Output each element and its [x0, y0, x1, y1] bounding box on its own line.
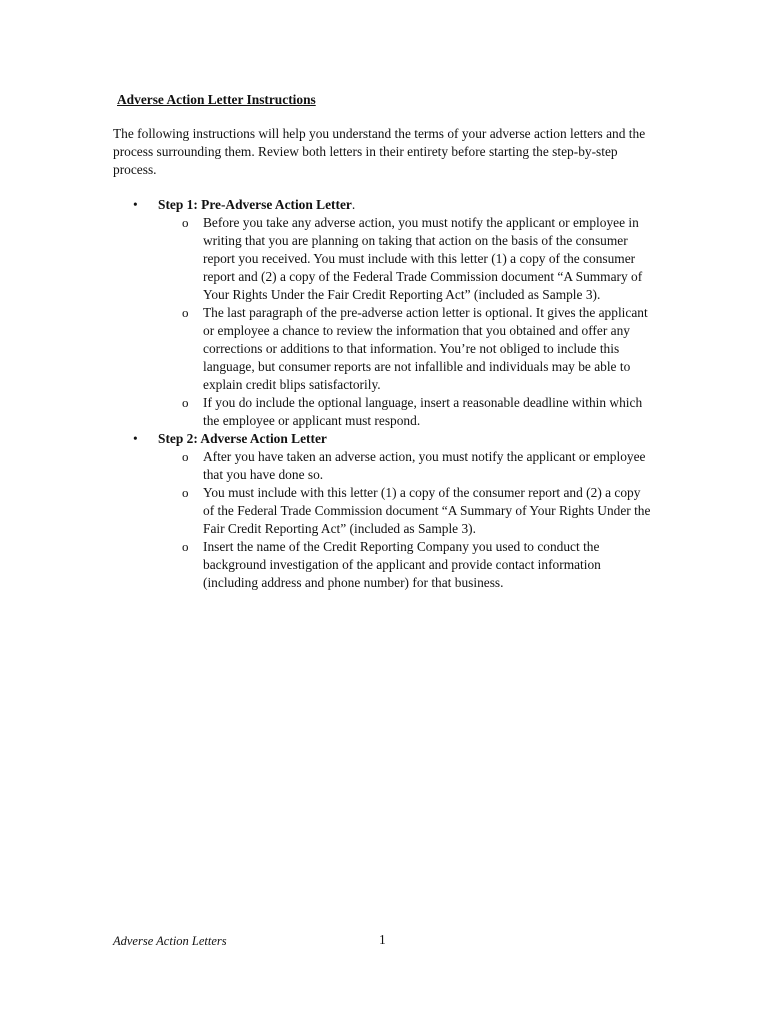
step-2-items: [158, 448, 673, 592]
list-item: [158, 538, 653, 592]
step-1-items: [158, 214, 673, 430]
step-1-heading-suffix: .: [351, 197, 356, 212]
footer-document-name: Adverse Action Letters: [113, 934, 227, 948]
circle-bullet-icon: o: [182, 485, 189, 500]
list-item: [158, 484, 653, 538]
intro-paragraph: The following instructions will help you understand the terms of your adverse action letters and the process surrounding them. Review both letters in their entirety before starting the step-by-step process.: [113, 126, 646, 177]
circle-bullet-icon: o: [182, 449, 189, 464]
list-item: [158, 214, 653, 304]
bullet-icon: •: [133, 431, 138, 446]
document-title: Adverse Action Letter Instructions: [117, 92, 316, 107]
page-number: 1: [379, 932, 386, 947]
circle-bullet-icon: o: [182, 305, 189, 320]
list-item-text: You must include with this letter (1) a copy of the consumer report and (2) a copy of the Federal Trade Commission document “A Summary of Your Rights Under the Fair Credit Reporting Act” (included as Sample 3).: [203, 485, 651, 536]
step-2: [113, 430, 673, 592]
step-1: [113, 196, 673, 430]
list-item-text: Before you take any adverse action, you must notify the applicant or employee in writing that you are planning on taking that action on the basis of the consumer report you received. You must include with this letter (1) a copy of the consumer report and (2) a copy of the Federal Trade Commission document “A Summary of Your Rights Under the Fair Credit Reporting Act” (included as Sample 3).: [203, 215, 643, 302]
circle-bullet-icon: o: [182, 395, 189, 410]
step-2-heading: [158, 430, 673, 448]
bullet-icon: •: [133, 197, 138, 212]
step-2-heading-text: Step 2: Adverse Action Letter: [158, 431, 327, 446]
list-item-text: After you have taken an adverse action, you must notify the applicant or employee that you have done so.: [203, 449, 646, 482]
step-1-heading: [158, 196, 673, 214]
steps-list: [113, 196, 673, 592]
list-item: [158, 448, 653, 484]
list-item: [158, 394, 653, 430]
list-item: [158, 304, 653, 394]
list-item-text: Insert the name of the Credit Reporting Company you used to conduct the background investigation of the applicant and provide contact information (including address and phone number) for that business.: [203, 539, 601, 590]
list-item-text: If you do include the optional language, insert a reasonable deadline within which the employee or applicant must respond.: [203, 395, 643, 428]
list-item-text: The last paragraph of the pre-adverse action letter is optional. It gives the applicant or employee a chance to review the information that you obtained and offer any corrections or additions to that information. You’re not obliged to include this language, but consumer reports are not infallible and individuals may be able to explain credit blips satisfactorily.: [203, 305, 648, 392]
step-1-heading-text: Step 1: Pre-Adverse Action Letter: [158, 197, 352, 212]
circle-bullet-icon: o: [182, 215, 189, 230]
circle-bullet-icon: o: [182, 539, 189, 554]
